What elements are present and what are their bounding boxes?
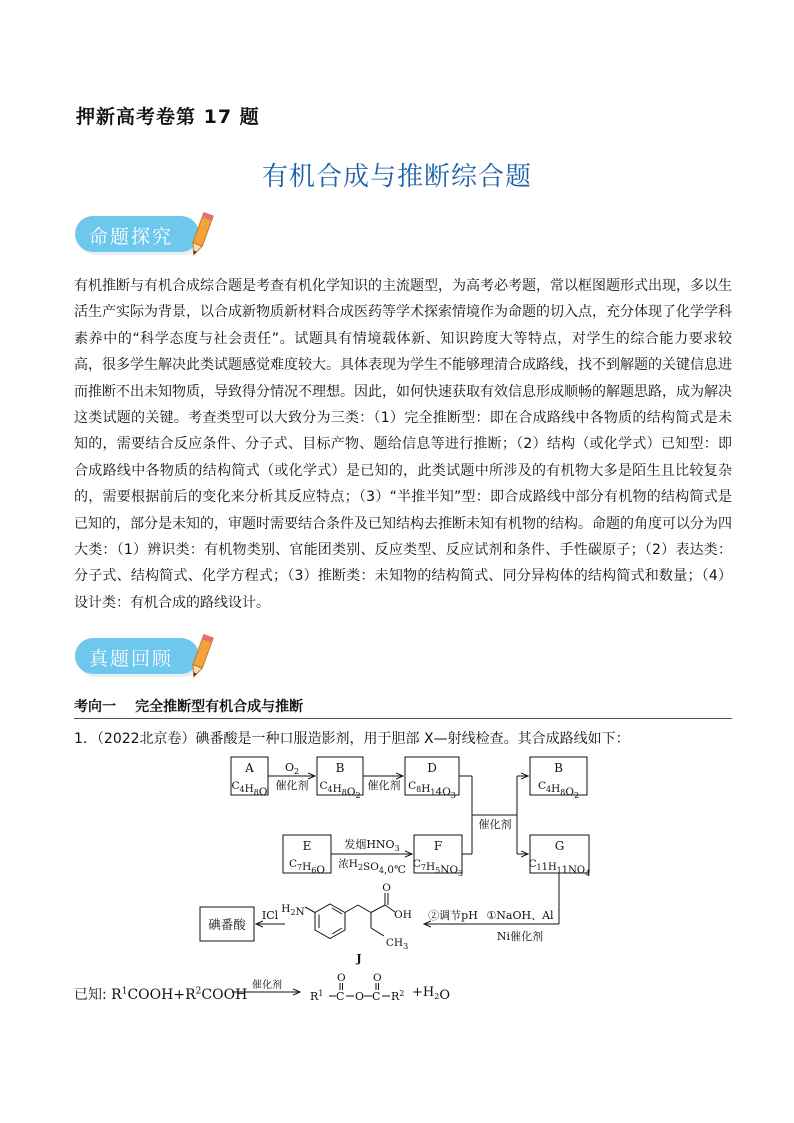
cond-icl: ICl [261, 909, 279, 922]
box-f-letter: F [433, 839, 443, 853]
cond-step1b: Ni催化剂 [496, 930, 544, 943]
cond-nitration1: 发烟$HNO_3$ [344, 838, 400, 853]
box-a-letter: A [245, 761, 254, 775]
intro-paragraph: 有机推断与有机合成综合题是考查有机化学知识的主流题型，为高考必考题，常以框图题形式出现，多以生活生产实际为背景，以合成新物质新材料合成医药等学术探索情境作为命题的切入点，充分体现了化学学科素养中的“科学态度与社会责任”。试题具有情境载体新、知识跨度大等特点，对学生的综合能力要求较高，很多学生解决此类试题感觉难度较大。具体表现为学生不能够理清合成路线，找不到解题的关键信息进而推断不出未知物质，导致得分情况不理想。因此，如何快速获取有效信息形成顺畅的解题思路，成为解决这类试题的关键。考查类型可以大致分为三类：（1）完全推断型：即在合成路线中各物质的结构简式是未知的，需要结合反应条件、分子式、目标产物、题给信息等进行推断；（2）结构（或化学式）已知型：即合成路线中各物质的结构简式（或化学式）是已知的，此类试题中所涉及的有机物大多是陌生且比较复杂的，需要根据前后的变化来分析其反应特点；（3）“半推半知”型：即合成路线中部分有机物的结构简式是已知的，部分是未知的，审题时需要结合条件及已知结构去推断未知有机物的结构。命题的角度可以分为四大类：（1）辨识类：有机物类别、官能团类别、反应类型、反应试剂和条件、手性碳原子；（2）表达类：分子式、结构简式、化学方程式；（3）推断类：未知物的结构简式、同分异构体的结构简式和数量；（4）设计类：有机合成的路线设计。 [74, 278, 732, 611]
cond-cat1: 催化剂 [275, 779, 309, 792]
box-b1-formula: $C_4H_8O_2$ [319, 780, 361, 800]
box-d-letter: D [427, 761, 437, 775]
box-g-formula: $C_11H_11NO_4$ [528, 859, 591, 878]
question-stem: 1．（2022北京卷）碘番酸是一种口服造影剂，用于胆部 X—射线检查。其合成路线如下： [74, 731, 630, 747]
known-condition: 催化剂 [252, 980, 282, 991]
j-amine-group: $H_2N$ [281, 903, 305, 918]
box-e-letter: E [302, 839, 312, 853]
box-b2-letter: B [554, 761, 563, 775]
j-label: J [356, 952, 362, 965]
box-d-formula: $C_8H_14O_3$ [408, 780, 456, 800]
known-reaction [74, 984, 247, 1004]
cond-nitration2: 浓$H_2SO_4,0℃$ [338, 858, 406, 876]
section-label: 考向一 [74, 699, 116, 715]
j-methyl: $CH_3$ [385, 937, 409, 951]
box-e-formula: $C_7H_6O$ [288, 858, 326, 876]
known-r2: $R^2$ [391, 989, 405, 1003]
known-water: $+H_2O$ [412, 985, 451, 1003]
cond-cat3: 催化剂 [478, 818, 512, 831]
badge-label: 真题回顾 [89, 648, 174, 670]
box-b1-letter: B [335, 761, 345, 775]
known-carbonyl-o2: O [373, 972, 382, 984]
known-prefix: 已知: [74, 987, 107, 1003]
box-g-letter: G [554, 839, 565, 853]
box-f-formula: $C_7H_5NO_3$ [412, 858, 464, 878]
cond-step2: ②调节pH [428, 909, 478, 922]
page-title: 有机合成与推断综合题 [261, 162, 532, 192]
known-carbonyl-o1: O [337, 972, 346, 984]
known-reactants: $R^1COOH+R^2COOH$ [111, 986, 248, 1003]
cond-o2: $O_2$ [284, 761, 300, 776]
box-product-label: 碘番酸 [208, 917, 246, 932]
section-title: 完全推断型有机合成与推断 [135, 699, 304, 715]
badge-label: 命题探究 [89, 226, 174, 248]
known-ester-o: O [355, 990, 365, 1003]
known-c2: C [372, 990, 381, 1003]
known-r1: $R^1$ [310, 989, 324, 1003]
j-carbonyl-o: O [382, 882, 391, 894]
j-hydroxyl: OH [394, 909, 412, 921]
cond-step1: ①NaOH、Al [486, 909, 554, 922]
box-a-formula: $C_4H_8O$ [231, 780, 268, 798]
cond-cat2: 催化剂 [367, 779, 401, 792]
exam-series-title: 押新高考卷第 17 题 [76, 106, 260, 128]
box-b2-formula: $C_4H_8O_2$ [537, 780, 580, 800]
known-c1: C [336, 990, 345, 1003]
